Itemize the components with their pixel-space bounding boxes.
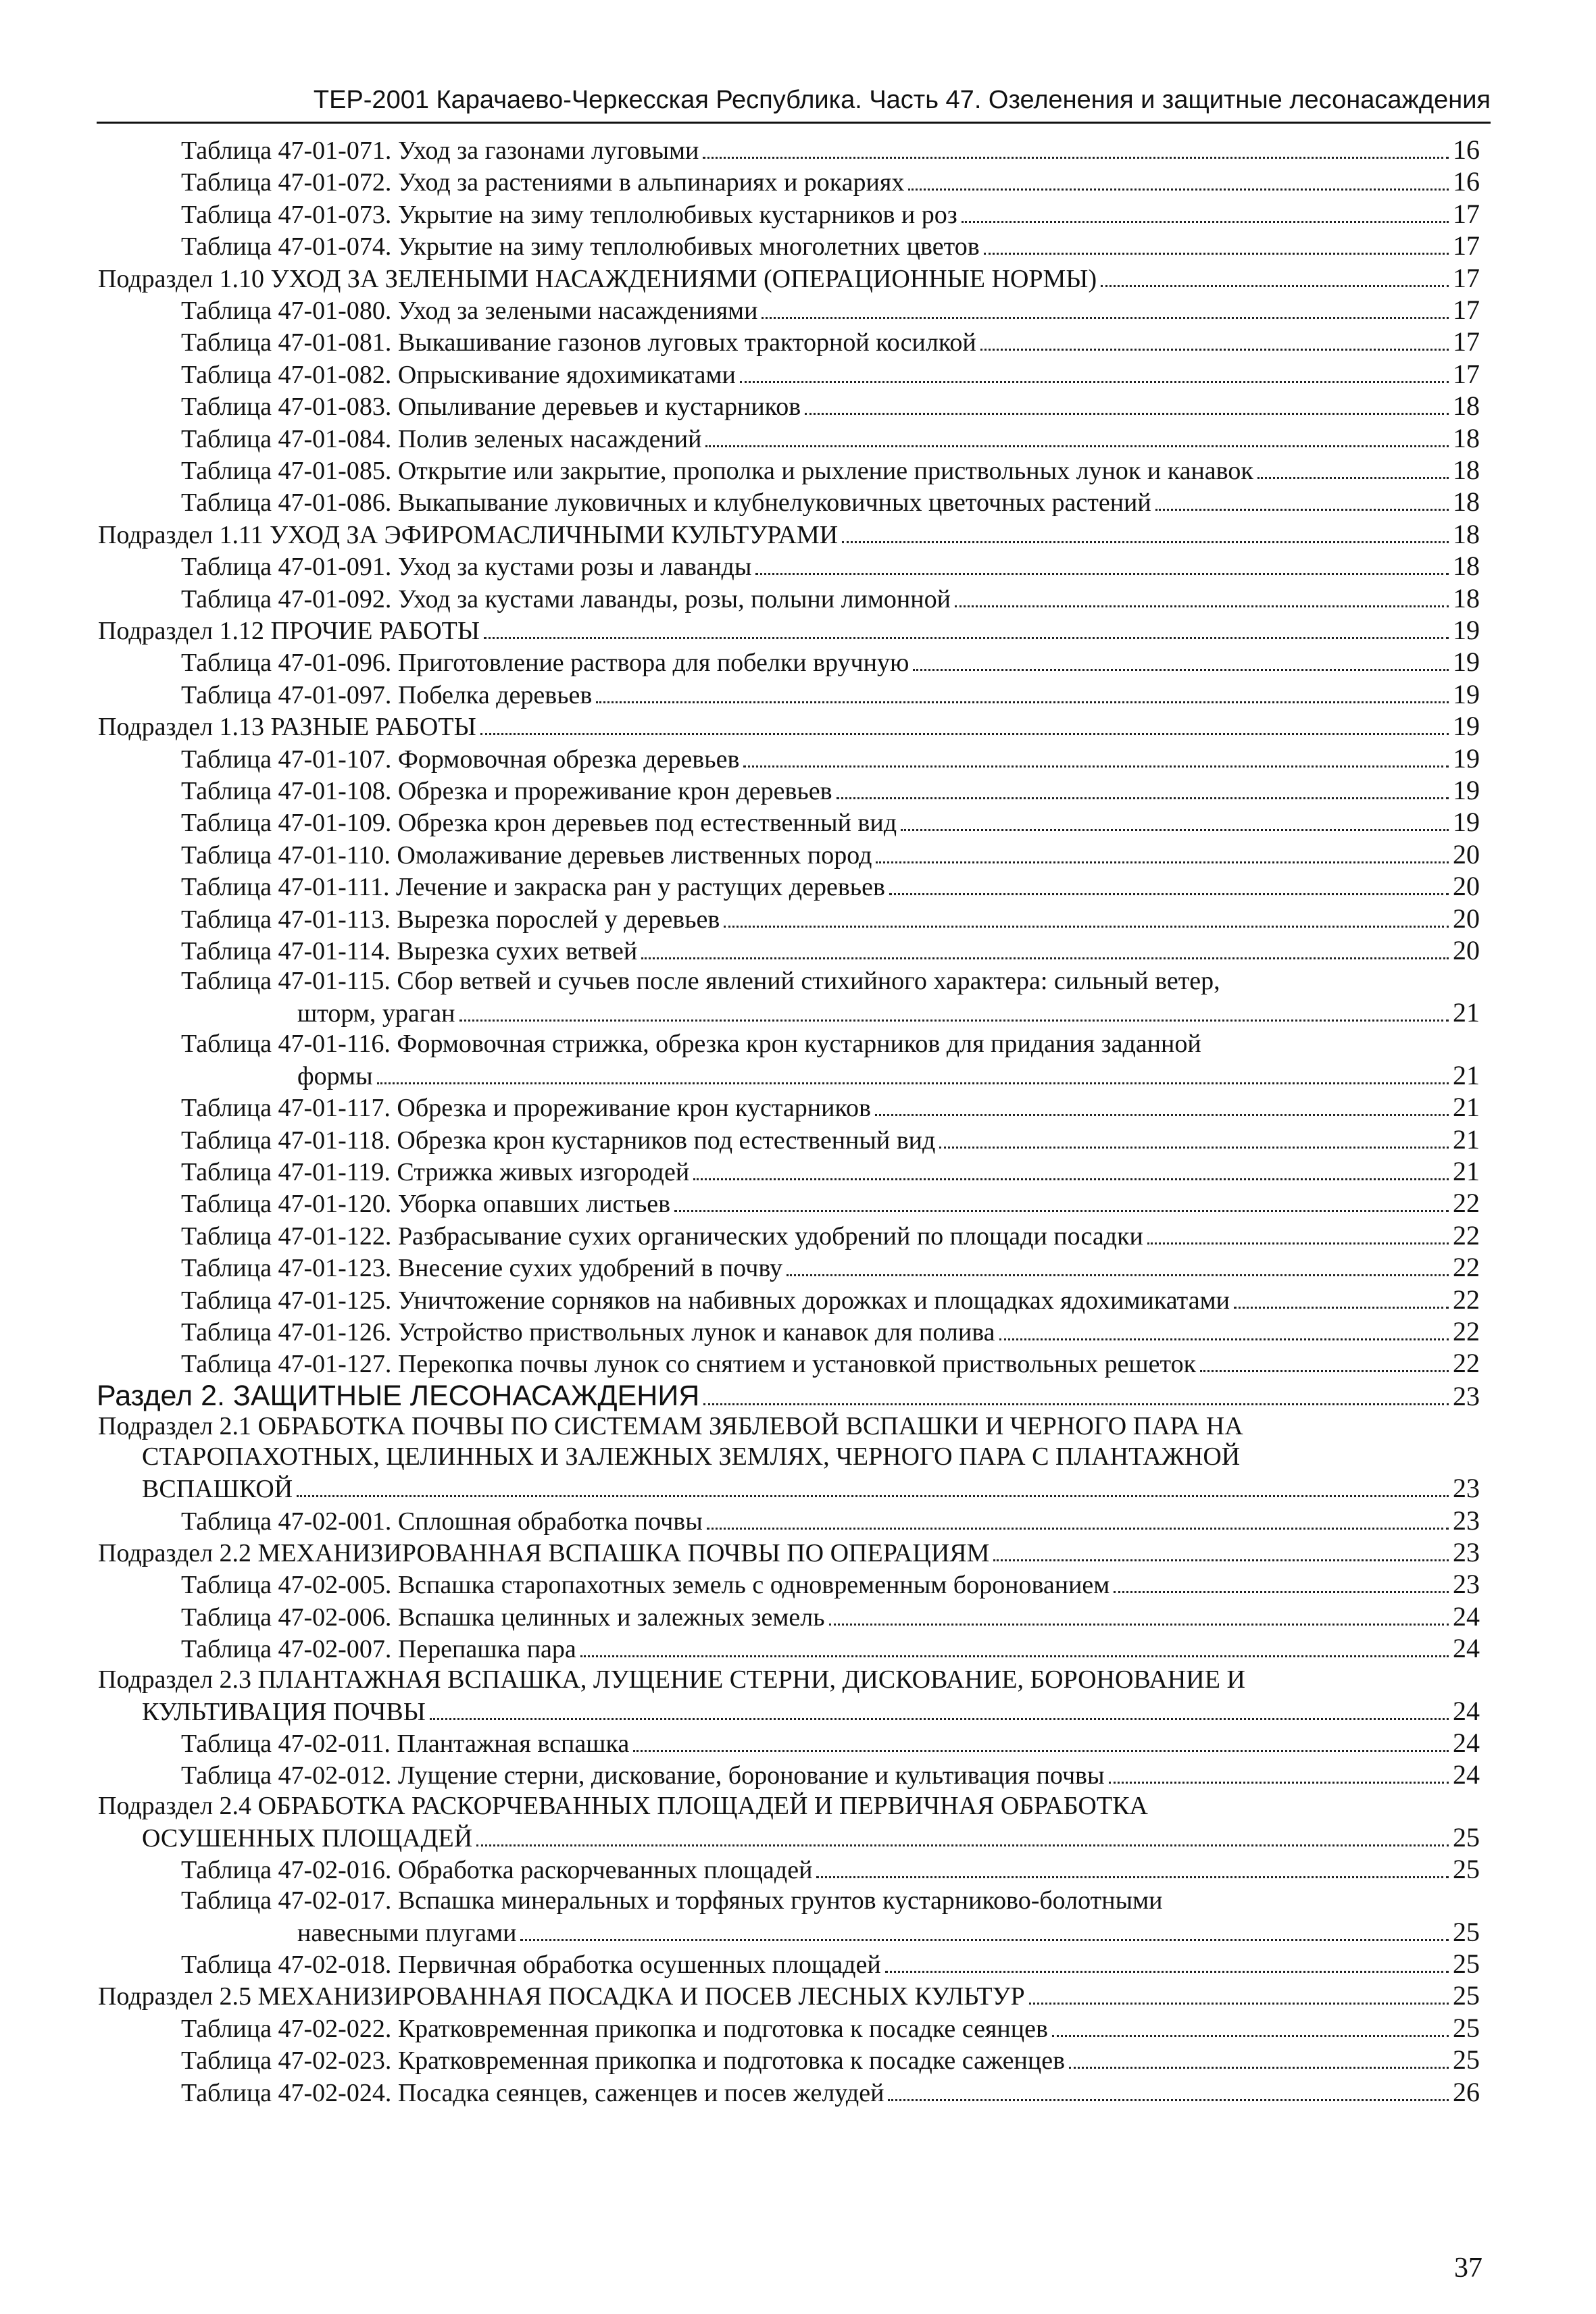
toc-entry-title: Таблица 47-01-082. Опрыскивание ядохимикатами — [181, 360, 736, 389]
toc-subsection-entry[interactable] — [0, 614, 1596, 645]
dot-leader — [829, 1624, 1449, 1626]
toc-entry-title: Таблица 47-02-022. Кратковременная прикопка и подготовка к посадке сеянцев — [181, 2014, 1048, 2043]
toc-entry-title: Таблица 47-01-071. Уход за газонами луговыми — [181, 136, 699, 165]
toc-page-number: 25 — [1453, 1854, 1480, 1885]
toc-entry-title: Таблица 47-01-117. Обрезка и прореживание крон кустарников — [181, 1094, 871, 1123]
toc-table-entry[interactable] — [0, 870, 1596, 901]
dot-leader — [520, 1939, 1449, 1941]
toc-entry-title: Таблица 47-01-080. Уход за зелеными насаждениями — [181, 297, 758, 325]
dot-leader — [674, 1210, 1449, 1212]
toc-entry-title: Подраздел 2.1 ОБРАБОТКА ПОЧВЫ ПО СИСТЕМАМ ЗЯБЛЕВОЙ ВСПАШКИ И ЧЕРНОГО ПАРА НА — [98, 1412, 1243, 1441]
dot-leader — [743, 765, 1449, 768]
toc-table-entry[interactable] — [0, 134, 1596, 164]
toc-entry-title: Таблица 47-01-073. Укрытие на зиму теплолюбивых кустарников и роз — [181, 200, 957, 229]
toc-entry-title: Подраздел 2.5 МЕХАНИЗИРОВАННАЯ ПОСАДКА И ПОСЕВ ЛЕСНЫХ КУЛЬТУР — [98, 1982, 1025, 2011]
dot-leader — [641, 957, 1449, 959]
dot-leader — [885, 1971, 1449, 1973]
toc-table-entry[interactable] — [0, 903, 1596, 933]
toc-entry-title: Таблица 47-02-005. Вспашка старопахотных земель с одновременным боронованием — [181, 1571, 1110, 1600]
toc-entry-title: Таблица 47-01-111. Лечение и закраска ран у растущих деревьев — [181, 873, 885, 902]
toc-page-number: 22 — [1453, 1252, 1480, 1283]
toc-entry-title: Таблица 47-02-018. Первичная обработка осушенных площадей — [181, 1951, 881, 1979]
dot-leader — [1114, 1591, 1449, 1593]
toc-table-entry[interactable] — [0, 1759, 1596, 1789]
toc-table-entry[interactable] — [0, 806, 1596, 836]
toc-table-entry[interactable] — [0, 1568, 1596, 1599]
toc-table-entry[interactable] — [0, 1853, 1596, 1884]
toc-page-number: 18 — [1453, 582, 1480, 613]
toc-page-number: 18 — [1453, 391, 1480, 422]
toc-table-entry[interactable] — [0, 1219, 1596, 1250]
toc-page-number: 17 — [1453, 358, 1480, 389]
toc-page-number: 19 — [1453, 743, 1480, 774]
dot-leader — [703, 157, 1449, 159]
dot-leader — [842, 541, 1449, 543]
dot-leader — [805, 413, 1449, 415]
toc-table-entry[interactable] — [0, 2012, 1596, 2042]
toc-page-number: 23 — [1453, 1569, 1480, 1600]
toc-table-entry[interactable] — [0, 1601, 1596, 1631]
toc-page-number: 25 — [1453, 1916, 1480, 1947]
toc-entry-title: Таблица 47-02-006. Вспашка целинных и залежных земель — [181, 1603, 825, 1632]
toc-page-number: 17 — [1453, 295, 1480, 325]
toc-page-number: 21 — [1453, 1156, 1480, 1186]
toc-page-number: 19 — [1453, 807, 1480, 838]
toc-table-entry[interactable] — [0, 1315, 1596, 1346]
toc-page-number: 25 — [1453, 1980, 1480, 2011]
toc-entry-title: навесными плугами — [297, 1918, 517, 1947]
toc-entry-title: Таблица 47-01-107. Формовочная обрезка деревьев — [181, 745, 740, 774]
toc-table-entry[interactable] — [0, 358, 1596, 388]
toc-entry-title: Таблица 47-01-115. Сбор ветвей и сучьев после явлений стихийного характера: сильный ветер, — [181, 967, 1220, 996]
toc-table-entry[interactable] — [0, 1886, 1596, 1946]
dot-leader — [705, 445, 1449, 447]
dot-leader — [1234, 1307, 1449, 1309]
dot-leader — [459, 1020, 1449, 1022]
dot-leader — [837, 797, 1449, 799]
toc-entry-title: КУЛЬТИВАЦИЯ ПОЧВЫ — [142, 1697, 426, 1726]
toc-entry-title: Таблица 47-01-091. Уход за кустами розы и лаванды — [181, 553, 752, 582]
toc-entry-title: Таблица 47-01-110. Омолаживание деревьев лиственных пород — [181, 840, 872, 870]
dot-leader — [1155, 509, 1449, 511]
toc-table-entry[interactable] — [0, 198, 1596, 228]
toc-entry-title: Подраздел 1.12 ПРОЧИЕ РАБОТЫ — [98, 617, 480, 645]
toc-page-number: 22 — [1453, 1284, 1480, 1315]
toc-entry-title: Таблица 47-01-122. Разбрасывание сухих органических удобрений по площади посадки — [181, 1222, 1143, 1251]
dot-leader — [762, 317, 1449, 319]
toc-subsection-entry[interactable] — [0, 262, 1596, 293]
toc-entry-title: Таблица 47-01-127. Перекопка почвы лунок со снятием и установкой приствольных решеток — [181, 1350, 1197, 1379]
dot-leader — [1147, 1242, 1449, 1244]
toc-page-number: 24 — [1453, 1728, 1480, 1758]
dot-leader — [580, 1655, 1449, 1657]
toc-page-number: 23 — [1453, 1380, 1480, 1411]
toc-table-entry[interactable] — [0, 774, 1596, 805]
toc-entry-title: Таблица 47-01-125. Уничтожение сорняков на набивных дорожках и площадках ядохимикатами — [181, 1286, 1230, 1315]
toc-table-entry[interactable] — [0, 486, 1596, 516]
toc-page-number: 22 — [1453, 1348, 1480, 1379]
toc-entry-title: Таблица 47-01-118. Обрезка крон кустарников под естественный вид — [181, 1126, 936, 1155]
toc-subsection-entry[interactable] — [0, 1980, 1596, 2010]
dot-leader — [993, 1559, 1449, 1561]
toc-entry-title: Таблица 47-01-083. Опыливание деревьев и кустарников — [181, 393, 801, 422]
toc-table-entry[interactable] — [0, 1347, 1596, 1378]
toc-page-number: 25 — [1453, 2012, 1480, 2043]
toc-entry-title: Таблица 47-01-119. Стрижка живых изгородей — [181, 1158, 690, 1186]
toc-entry-title: Подраздел 2.3 ПЛАНТАЖНАЯ ВСПАШКА, ЛУЩЕНИЕ СТЕРНИ, ДИСКОВАНИЕ, БОРОНОВАНИЕ И — [98, 1665, 1245, 1694]
toc-entry-title: Таблица 47-01-084. Полив зеленых насаждений — [181, 424, 702, 453]
toc-table-entry[interactable] — [0, 2076, 1596, 2107]
toc-page-number: 17 — [1453, 262, 1480, 293]
toc-page-number: 25 — [1453, 1821, 1480, 1853]
dot-leader — [1200, 1370, 1449, 1372]
toc-page-number: 18 — [1453, 422, 1480, 453]
toc-page-number: 20 — [1453, 935, 1480, 965]
toc-table-entry[interactable] — [0, 1187, 1596, 1217]
toc-page-number: 18 — [1453, 551, 1480, 582]
toc-table-entry[interactable] — [0, 646, 1596, 676]
toc-entry-title: ВСПАШКОЙ — [142, 1475, 293, 1504]
toc-entry-title: Таблица 47-02-011. Плантажная вспашка — [181, 1730, 630, 1758]
toc-entry-title: Таблица 47-02-023. Кратковременная прикопка и подготовка к посадке саженцев — [181, 2046, 1066, 2076]
toc-table-entry[interactable] — [0, 743, 1596, 773]
page-number: 37 — [1454, 2253, 1482, 2284]
toc-entry-title: Таблица 47-02-024. Посадка сеянцев, саженцев и посев желудей — [181, 2078, 884, 2107]
toc-entry-title: Таблица 47-01-092. Уход за кустами лаванды, розы, полыни лимонной — [181, 584, 951, 613]
toc-entry-title: Таблица 47-01-096. Приготовление раствора для побелки вручную — [181, 649, 909, 678]
toc-page-number: 22 — [1453, 1316, 1480, 1347]
toc-page-number: 22 — [1453, 1188, 1480, 1219]
toc-page-number: 21 — [1453, 1124, 1480, 1155]
dot-leader — [913, 669, 1449, 671]
toc-table-entry[interactable] — [0, 678, 1596, 709]
toc-entry-title: Подраздел 1.11 УХОД ЗА ЭФИРОМАСЛИЧНЫМИ КУЛЬТУРАМИ — [98, 520, 839, 549]
toc-entry-title: Подраздел 1.13 РАЗНЫЕ РАБОТЫ — [98, 713, 476, 742]
dot-leader — [888, 2099, 1449, 2101]
toc-table-entry[interactable] — [0, 838, 1596, 869]
toc-subsection-entry[interactable] — [0, 1411, 1596, 1503]
toc-page-number: 21 — [1453, 1092, 1480, 1123]
toc-page-number: 24 — [1453, 1633, 1480, 1664]
dot-leader — [955, 605, 1449, 607]
toc-table-entry[interactable] — [0, 422, 1596, 453]
toc-subsection-entry[interactable] — [0, 1536, 1596, 1567]
dot-leader — [1069, 2067, 1449, 2069]
toc-section-entry[interactable] — [0, 1380, 1596, 1410]
dot-leader — [962, 221, 1449, 223]
toc-entry-title: СТАРОПАХОТНЫХ, ЦЕЛИННЫХ И ЗАЛЕЖНЫХ ЗЕМЛЯХ, ЧЕРНОГО ПАРА С ПЛАНТАЖНОЙ — [142, 1442, 1241, 1472]
toc-page-number: 23 — [1453, 1537, 1480, 1567]
running-header-title: ТЕР-2001 Карачаево-Черкесская Республика. Часть 47. Озеленения и защитные лесонасаждения — [313, 86, 1491, 114]
toc-page-number: 19 — [1453, 615, 1480, 645]
toc-table-entry[interactable] — [0, 326, 1596, 356]
toc-page-number: 16 — [1453, 166, 1480, 197]
toc-page-number: 20 — [1453, 871, 1480, 902]
dot-leader — [787, 1274, 1449, 1276]
toc-page-number: 17 — [1453, 198, 1480, 229]
toc-entry-title: формы — [297, 1061, 373, 1090]
toc-table-entry[interactable] — [0, 1155, 1596, 1186]
toc-page-number: 19 — [1453, 647, 1480, 678]
toc-page-number: 17 — [1453, 326, 1480, 357]
toc-page-number: 18 — [1453, 518, 1480, 549]
dot-leader — [901, 829, 1449, 831]
dot-leader — [724, 926, 1449, 928]
toc-page-number: 17 — [1453, 230, 1480, 261]
dot-leader — [1052, 2035, 1449, 2037]
toc-page-number: 25 — [1453, 1948, 1480, 1979]
dot-leader — [703, 1403, 1449, 1405]
toc-entry-title: Таблица 47-01-123. Внесение сухих удобрений в почву — [181, 1254, 782, 1283]
toc-page-number: 24 — [1453, 1759, 1480, 1790]
toc-entry-title: Таблица 47-02-007. Перепашка пара — [181, 1635, 576, 1664]
running-header — [97, 76, 1491, 124]
toc-entry-title: Подраздел 1.10 УХОД ЗА ЗЕЛЕНЫМИ НАСАЖДЕНИЯМИ (ОПЕРАЦИОННЫЕ НОРМЫ) — [98, 264, 1097, 293]
toc-table-entry[interactable] — [0, 966, 1596, 1027]
toc-page-number: 23 — [1453, 1473, 1480, 1504]
dot-leader — [984, 253, 1449, 255]
toc-page-number: 16 — [1453, 134, 1480, 165]
toc-entry-title: Таблица 47-01-086. Выкапывание луковичных и клубнелуковичных цветочных растений — [181, 488, 1151, 518]
toc-entry-title: Подраздел 2.2 МЕХАНИЗИРОВАННАЯ ВСПАШКА ПОЧВЫ ПО ОПЕРАЦИЯМ — [98, 1539, 990, 1567]
toc-entry-title: Таблица 47-02-017. Вспашка минеральных и торфяных грунтов кустарниково-болотными — [181, 1886, 1163, 1915]
dot-leader — [1029, 2003, 1449, 2005]
dot-leader — [476, 1844, 1449, 1846]
toc-table-entry[interactable] — [0, 1948, 1596, 1978]
toc-subsection-entry[interactable] — [0, 710, 1596, 740]
toc-page-number: 19 — [1453, 711, 1480, 742]
toc-entry-title: Таблица 47-01-097. Побелка деревьев — [181, 680, 593, 709]
toc-table-entry[interactable] — [0, 1284, 1596, 1314]
toc-page-number: 22 — [1453, 1219, 1480, 1251]
toc-entry-title: Таблица 47-01-114. Вырезка сухих ветвей — [181, 937, 638, 965]
dot-leader — [484, 637, 1449, 639]
toc-entry-title: Таблица 47-01-108. Обрезка и прореживание крон деревьев — [181, 777, 832, 805]
toc-table-entry[interactable] — [0, 166, 1596, 196]
toc-entry-title: Таблица 47-01-116. Формовочная стрижка, обрезка крон кустарников для придания заданной — [181, 1029, 1201, 1058]
toc-table-entry[interactable] — [0, 1124, 1596, 1154]
toc-table-entry[interactable] — [0, 582, 1596, 613]
dot-leader — [980, 349, 1449, 351]
dot-leader — [875, 1114, 1449, 1116]
dot-leader — [707, 1528, 1449, 1530]
toc-page-number: 21 — [1453, 1059, 1480, 1090]
toc-page-number: 25 — [1453, 2044, 1480, 2076]
toc-table-entry[interactable] — [0, 1029, 1596, 1090]
dot-leader — [1101, 285, 1449, 287]
toc-entry-title: Таблица 47-01-081. Выкашивание газонов луговых тракторной косилкой — [181, 328, 976, 357]
dot-leader — [999, 1338, 1449, 1340]
dot-leader — [876, 861, 1449, 863]
dot-leader — [939, 1147, 1449, 1149]
dot-leader — [633, 1750, 1449, 1752]
dot-leader — [889, 893, 1449, 895]
toc-page-number: 21 — [1453, 997, 1480, 1028]
toc-entry-title: Таблица 47-01-109. Обрезка крон деревьев под естественный вид — [181, 809, 897, 838]
toc-page-number: 19 — [1453, 775, 1480, 805]
toc-subsection-entry[interactable] — [0, 1665, 1596, 1726]
toc-entry-title: Таблица 47-01-085. Открытие или закрытие, прополка и рыхление приствольных лунок и канавок — [181, 457, 1253, 485]
toc-subsection-entry[interactable] — [0, 518, 1596, 549]
toc-page-number: 24 — [1453, 1695, 1480, 1726]
toc-entry-title: Таблица 47-01-120. Уборка опавших листьев — [181, 1190, 671, 1219]
toc-page-number: 23 — [1453, 1505, 1480, 1536]
toc-page-number: 18 — [1453, 486, 1480, 518]
toc-entry-title: Подраздел 2.4 ОБРАБОТКА РАСКОРЧЕВАННЫХ ПЛОЩАДЕЙ И ПЕРВИЧНАЯ ОБРАБОТКА — [98, 1791, 1148, 1820]
toc-entry-title: Таблица 47-02-016. Обработка раскорчеванных площадей — [181, 1856, 813, 1885]
toc-entry-title: Таблица 47-02-012. Лущение стерни, дискование, боронование и культивация почвы — [181, 1761, 1105, 1790]
toc-page-number: 19 — [1453, 678, 1480, 709]
toc-table-entry[interactable] — [0, 294, 1596, 324]
toc-entry-title: Таблица 47-02-001. Сплошная обработка почвы — [181, 1507, 703, 1536]
toc-entry-title: Таблица 47-01-074. Укрытие на зиму теплолюбивых многолетних цветов — [181, 232, 980, 261]
dot-leader — [480, 733, 1449, 735]
toc-table-entry[interactable] — [0, 1251, 1596, 1282]
dot-leader — [816, 1876, 1449, 1878]
toc-page-number: 20 — [1453, 838, 1480, 870]
toc-table-entry[interactable] — [0, 1632, 1596, 1663]
dot-leader — [297, 1495, 1449, 1497]
toc-table-entry[interactable] — [0, 1091, 1596, 1122]
dot-leader — [430, 1718, 1449, 1720]
toc-table-entry[interactable] — [0, 454, 1596, 484]
toc-table-entry[interactable] — [0, 390, 1596, 420]
dot-leader — [740, 381, 1449, 383]
dot-leader — [755, 573, 1449, 575]
toc-table-entry[interactable] — [0, 2044, 1596, 2074]
toc-table-entry[interactable] — [0, 1505, 1596, 1535]
toc-page-number: 20 — [1453, 903, 1480, 934]
toc-table-entry[interactable] — [0, 934, 1596, 965]
toc-page-number: 26 — [1453, 2076, 1480, 2107]
toc-table-entry[interactable] — [0, 230, 1596, 260]
toc-table-entry[interactable] — [0, 1727, 1596, 1757]
dot-leader — [693, 1178, 1449, 1180]
toc-table-entry[interactable] — [0, 550, 1596, 580]
toc-entry-title: шторм, ураган — [297, 999, 455, 1028]
toc-entry-title: Таблица 47-01-072. Уход за растениями в альпинариях и рокариях — [181, 168, 905, 197]
toc-entry-title: ОСУШЕННЫХ ПЛОЩАДЕЙ — [142, 1823, 473, 1853]
toc-entry-title: Таблица 47-01-113. Вырезка порослей у деревьев — [181, 905, 720, 934]
dot-leader — [908, 188, 1449, 191]
toc-entry-title: Раздел 2. ЗАЩИТНЫЕ ЛЕСОНАСАЖДЕНИЯ — [97, 1379, 700, 1412]
dot-leader — [377, 1082, 1449, 1084]
dot-leader — [1257, 477, 1449, 479]
dot-leader — [1109, 1782, 1449, 1784]
dot-leader — [596, 701, 1449, 703]
toc-entry-title: Таблица 47-01-126. Устройство приствольных лунок и канавок для полива — [181, 1318, 995, 1347]
toc-page-number: 24 — [1453, 1601, 1480, 1632]
toc-subsection-entry[interactable] — [0, 1791, 1596, 1852]
toc-page-number: 18 — [1453, 455, 1480, 485]
